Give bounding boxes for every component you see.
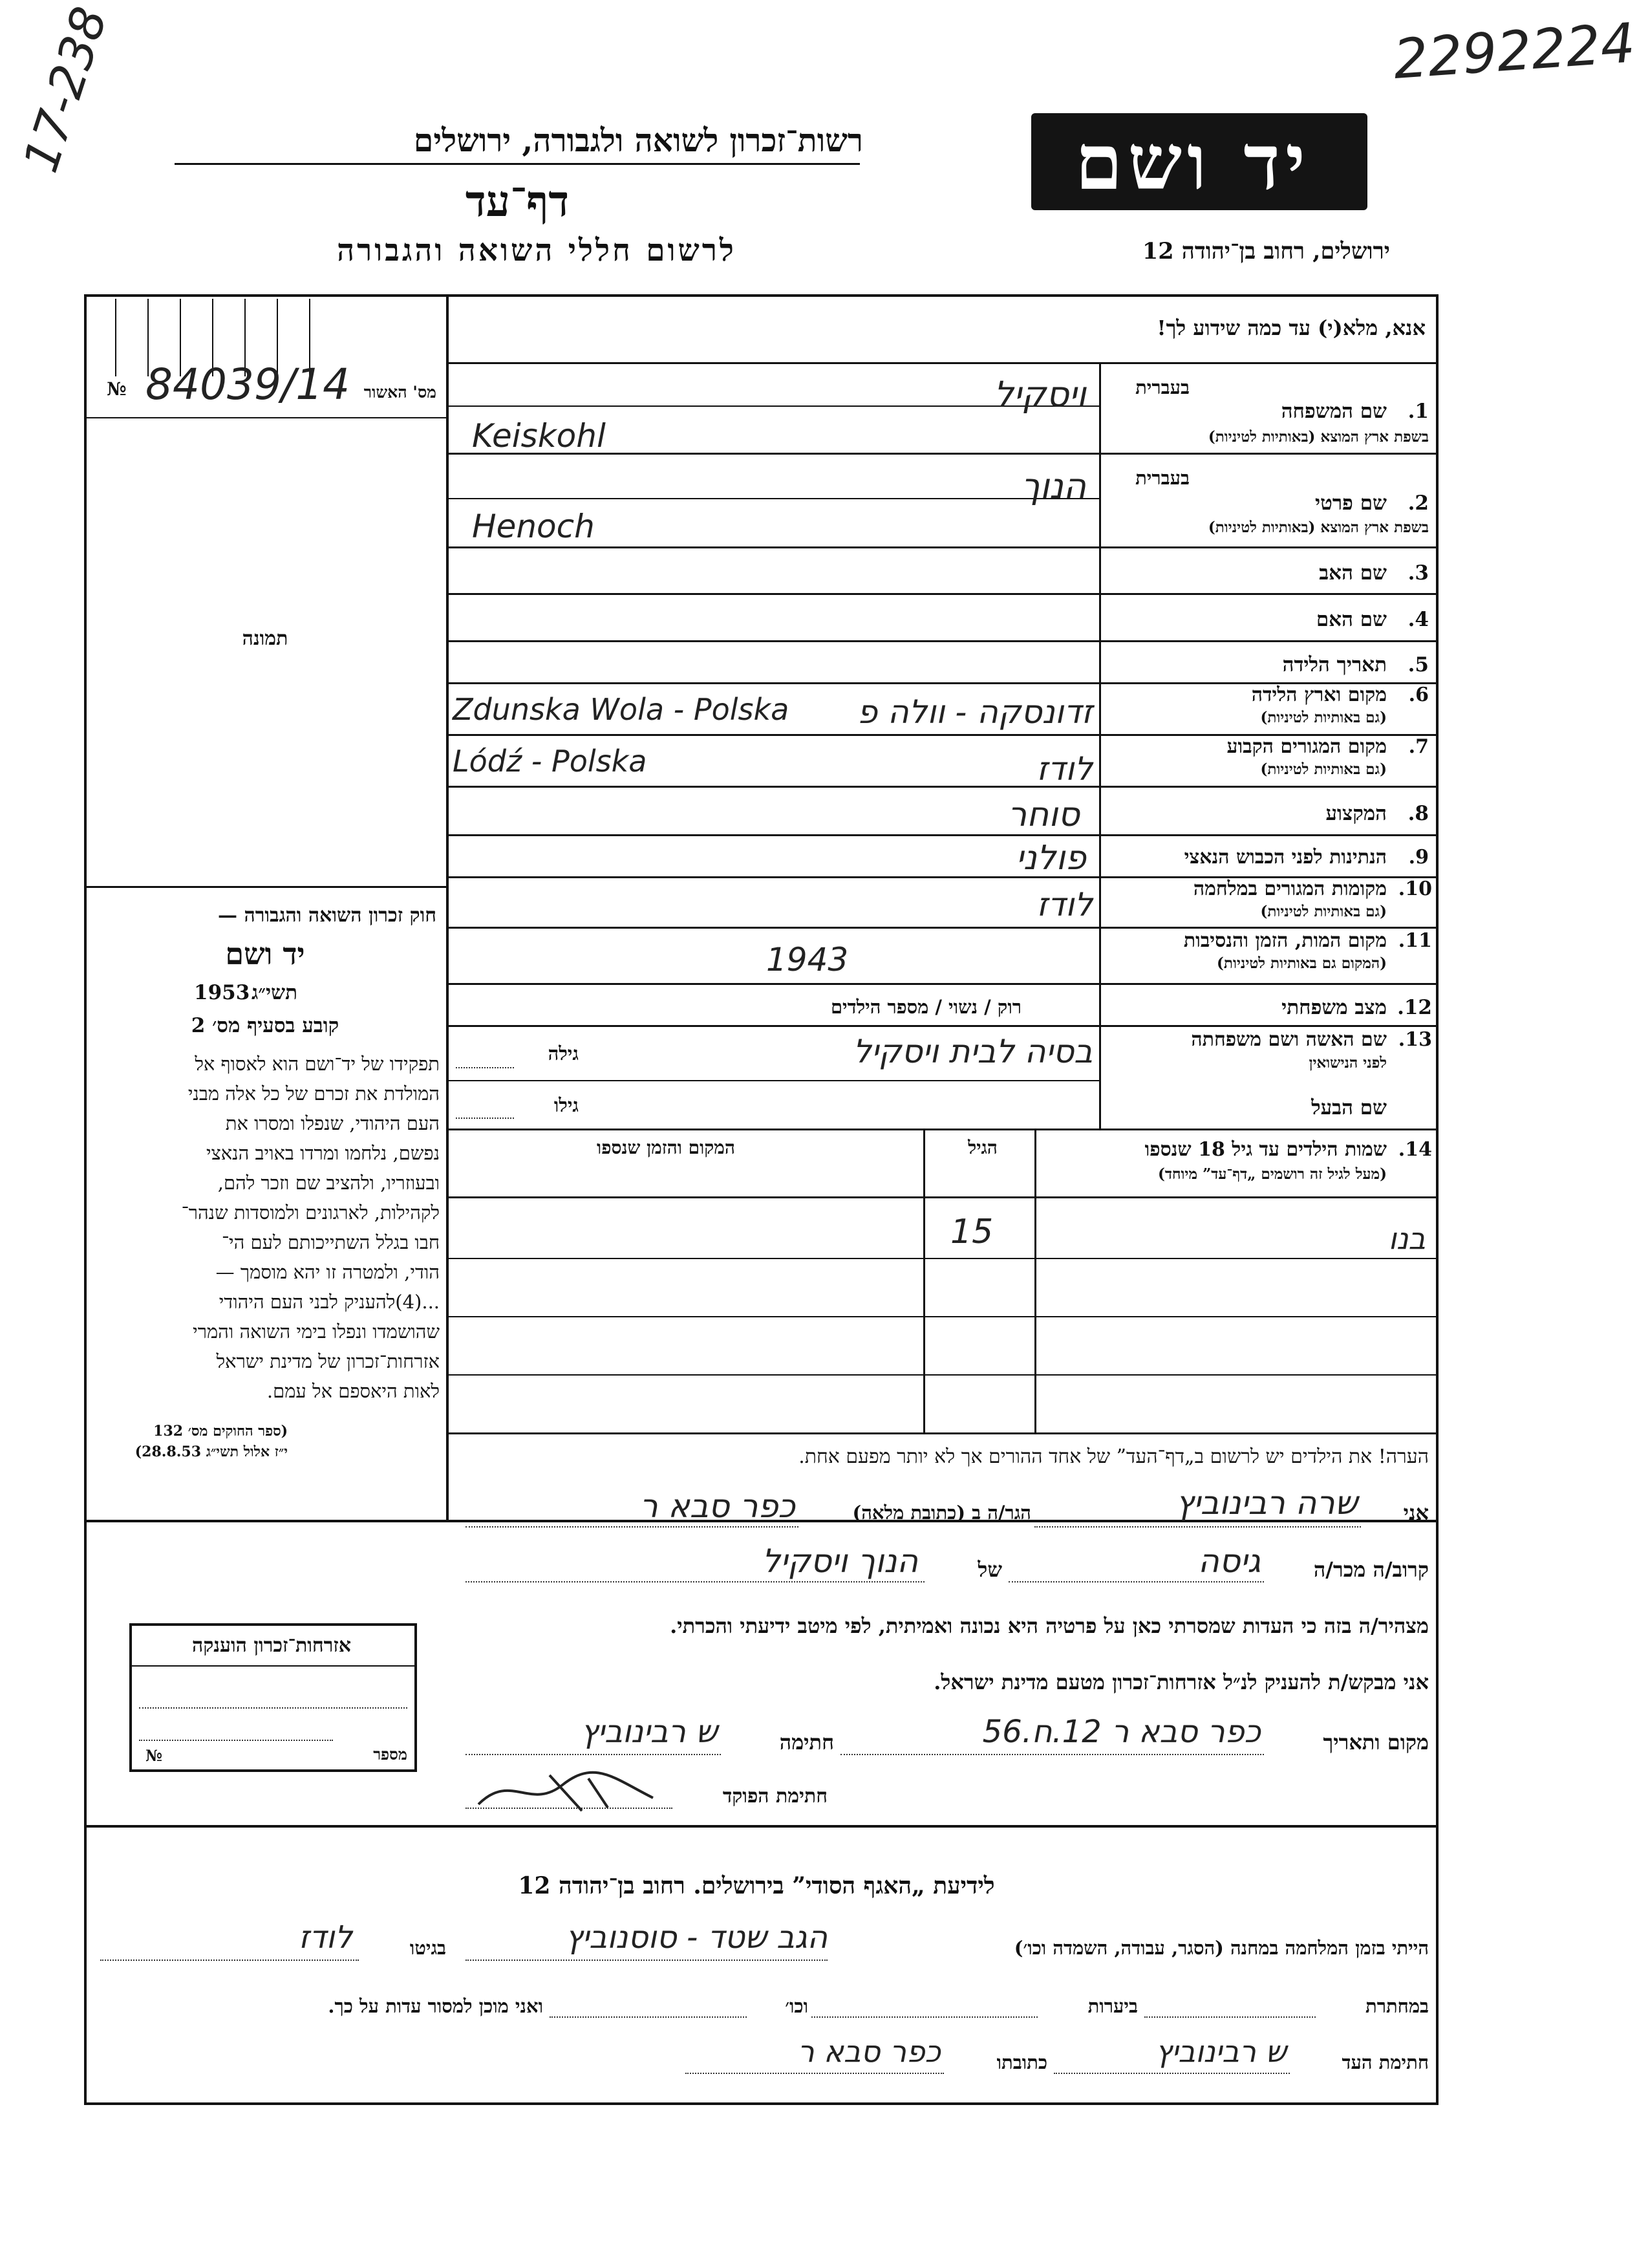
- f14-number: 14.: [1398, 1138, 1432, 1161]
- f3-label: שם האב: [1319, 561, 1387, 585]
- f3-number: 3.: [1407, 561, 1429, 585]
- signature-label: חתימה: [779, 1730, 834, 1755]
- f2-label: שם פרטי: [1314, 491, 1387, 515]
- f14-age-col: הגיל: [968, 1137, 998, 1158]
- f10-sub: (גם באותיות לטיניות): [1260, 903, 1387, 920]
- ani-label: אני: [1403, 1500, 1429, 1525]
- citizenship-number-label: מספר: [373, 1745, 407, 1764]
- law-text: [91, 1049, 440, 1406]
- f14-child-name: בנו: [1388, 1221, 1426, 1256]
- f2-value-latin: Henoch: [472, 508, 595, 545]
- f11-value: 1943: [766, 941, 849, 978]
- law-year: 1953: [194, 981, 250, 1004]
- f12-number: 12.: [1397, 996, 1432, 1019]
- etc-label: וכו׳: [785, 1995, 808, 2017]
- of-label: של: [978, 1557, 1002, 1582]
- law-ref-1: (ספר החוקים מס׳ 132: [153, 1423, 288, 1440]
- archive-number: 2292224: [1391, 11, 1637, 91]
- place-date-value: כפר סבא ר 12.ח.56: [982, 1714, 1261, 1750]
- f5-label: תאריך הלידה: [1282, 653, 1387, 676]
- relative-value: גיסה: [1198, 1542, 1261, 1580]
- law-clause: קובע בסעיף מס׳ 2: [191, 1014, 339, 1037]
- authority-name: רשות־זכרון לשואה ולגבורה, ירושלים: [413, 122, 863, 159]
- f2-number: 2.: [1407, 491, 1429, 515]
- law-line: המולדת את זכרם של כל אלה מבני: [187, 1083, 440, 1105]
- f8-number: 8.: [1407, 802, 1429, 825]
- law-line: לאות היאספם אל עמם.: [266, 1380, 440, 1402]
- f7-value-latin: Lódź - Polska: [453, 744, 647, 779]
- f11-number: 11.: [1398, 929, 1432, 952]
- f9-label: הנתינות לפני הכבוש הנאצי: [1184, 846, 1387, 869]
- ani-value: שרה רבינוביץ: [1175, 1484, 1358, 1522]
- f1-hebrew-label: בעברית: [1135, 376, 1190, 398]
- approval-number-value: 84039/14: [145, 360, 350, 409]
- husband-label: שם הבעל: [1311, 1096, 1387, 1119]
- f8-value: סוחר: [1007, 795, 1080, 834]
- camp-value: הגב שטד - סוסנוביץ: [565, 1919, 828, 1956]
- law-line: ובעוזריו, ולהציב שם וזכר להם,: [217, 1172, 440, 1194]
- f14-label: שמות הילדים עד גיל 18 שנספו: [1144, 1138, 1387, 1161]
- citizenship-number-sign: №: [145, 1746, 163, 1765]
- institution-address: ירושלים, רחוב בן־יהודה 12: [1142, 238, 1390, 265]
- yad-vashem-logo: [1031, 113, 1367, 210]
- f10-number: 10.: [1398, 878, 1432, 900]
- f8-label: המקצוע: [1325, 802, 1387, 825]
- officer-label: חתימת הפוקד: [722, 1785, 828, 1808]
- law-year-hebrew: תשי״ג: [251, 981, 297, 1004]
- f1-number: 1.: [1407, 400, 1429, 423]
- f2-latin-label: בשפת ארץ המוצא (באותיות לטיניות): [1208, 519, 1429, 536]
- citizenship-title: אזרחות־זכרון הוענקה: [191, 1634, 352, 1657]
- law-line: העם היהודי, שנפלו ומסרו את: [225, 1112, 440, 1134]
- photo-label: תמונה: [242, 627, 288, 650]
- of-value: הנוך ויסקיל: [762, 1542, 918, 1580]
- f11-label: מקום המות, הזמן והנסיבות: [1183, 929, 1387, 952]
- place-date-label: מקום ותאריך: [1323, 1730, 1429, 1755]
- authority-underline: [175, 163, 860, 165]
- address-value: כפר סבא ר: [639, 1487, 795, 1525]
- witness-signature-value: ש רבינוביץ: [1155, 2034, 1287, 2069]
- f1-latin-label: בשפת ארץ המוצא (באותיות לטיניות): [1208, 428, 1429, 446]
- f4-number: 4.: [1407, 608, 1429, 631]
- f10-value: לודז: [1036, 886, 1093, 923]
- f1-value-hebrew: ויסקיל: [994, 374, 1086, 415]
- statement: מצהיר/ה בזה כי העדות שמסרתי כאן על פרטיה היא נכונה ואמיתית, לפי מיטב ידיעתי והכרתי.: [670, 1614, 1429, 1638]
- form-title: דף־עד: [465, 176, 570, 226]
- witness-address-value: כפר סבא ר: [797, 2034, 941, 2069]
- f12-options: רוק / נשוי / מספר הילדים: [830, 996, 1022, 1018]
- ready-label: ואני מוכן למסור עדות על כך.: [328, 1995, 543, 2017]
- logo-text: יד ושם: [1075, 117, 1311, 207]
- f9-number: 9.: [1408, 846, 1429, 869]
- f13-age-label: גילה: [548, 1042, 579, 1064]
- note: הערה! את הילדים יש לרשום ב„דף־העד” של אחד ההורים אך לא יותר מפעם אחת.: [798, 1445, 1429, 1468]
- f1-label: שם המשפחה: [1281, 400, 1387, 423]
- husband-age-label: גילו: [553, 1094, 579, 1116]
- instruction: אנא, מלא(י) עד כמה שידוע לך!: [1157, 316, 1426, 340]
- law-ref-2: י״ז אלול תשי״ג 28.8.53): [134, 1443, 288, 1460]
- law-line: ...(4)להעניק לבני העם היהודי: [219, 1291, 440, 1313]
- f4-label: שם האם: [1316, 608, 1387, 631]
- f7-sub: (גם באותיות לטיניות): [1260, 761, 1387, 778]
- photo-area-bottom: [86, 886, 446, 888]
- f14-place-col: המקום והזמן שנספו: [597, 1137, 735, 1158]
- f13-label: שם האשה ושם משפחתה: [1191, 1028, 1387, 1051]
- form-subtitle: לרשום חללי השואה והגבורה: [337, 233, 736, 268]
- hiding-label: במחתרת: [1365, 1995, 1429, 2017]
- approval-number-label: מס' האשור: [363, 383, 436, 402]
- ghetto-value: לודז: [298, 1919, 352, 1956]
- f9-value: פולני: [1016, 839, 1086, 878]
- relative-label: קרוב/ה מכר/ה: [1313, 1557, 1429, 1582]
- f13-number: 13.: [1398, 1028, 1432, 1051]
- left-column-divider: [446, 296, 449, 1520]
- f13-sub: לפני הנישואין: [1309, 1054, 1387, 1072]
- law-line: אזרחות־זכרון של מדינת ישראל: [216, 1350, 440, 1372]
- officer-signature: [472, 1766, 666, 1817]
- law-line: נפשם, נלחמו ומרדו באויב הנאצי: [206, 1142, 440, 1164]
- law-line: שהושמדו ונפלו בימי השואה והמרי: [193, 1321, 440, 1343]
- witness-address-label: כתובתו: [996, 2051, 1047, 2073]
- f1-value-latin: Keiskohl: [472, 417, 606, 455]
- f11-sub: (המקום גם באותיות לטיניות): [1217, 955, 1387, 972]
- f6-label: מקום וארץ הלידה: [1251, 684, 1387, 706]
- forests-label: ביערות: [1087, 1995, 1138, 2017]
- law-line: לקהילות, לארגונים ולמוסדות שנהר־: [181, 1202, 440, 1224]
- signature-value: ש רבינוביץ: [581, 1714, 718, 1750]
- f5-number: 5.: [1407, 653, 1429, 676]
- f2-value-hebrew: הנוך: [1021, 466, 1086, 506]
- law-line: חבו בגלל השתייכותם לעם הי־: [221, 1231, 440, 1253]
- label-value-divider: [1099, 362, 1101, 1129]
- f13-value: בסיה לבית ויסקיל: [853, 1033, 1093, 1070]
- law-line: הודי, ולמטרה זו יהא מוסמך —: [215, 1261, 440, 1283]
- f14-child-age: 15: [950, 1213, 994, 1251]
- law-name: יד ושם: [225, 936, 305, 971]
- f7-label: מקום המגורים הקבוע: [1226, 735, 1387, 758]
- law-title: חוק זכרון השואה והגבורה —: [218, 904, 436, 927]
- f12-label: מצב משפחתי: [1281, 996, 1387, 1019]
- f2-hebrew-label: בעברית: [1135, 467, 1190, 489]
- f10-label: מקומות המגורים במלחמה: [1193, 878, 1387, 900]
- f6-value-hebrew: זדונסקה - וולה פ: [857, 693, 1093, 731]
- approval-number-sign: №: [107, 378, 127, 400]
- f6-sub: (גם באותיות לטיניות): [1260, 709, 1387, 726]
- side-mark: 17-238: [13, 0, 118, 179]
- request: אני מבקש/ת להעניק לנ״ל אזרחות־זכרון מטעם מדינת ישראל.: [934, 1670, 1429, 1694]
- bottom-section-divider: [86, 1825, 1437, 1828]
- ghetto-label: בגיטו: [409, 1937, 446, 1959]
- bottom-title: לידיעת „האגף הסודי” בירושלים. רחוב בן־יהודה 12: [518, 1872, 995, 1899]
- law-line: תפקידו של יד־ושם הוא לאסוף אל: [195, 1053, 440, 1075]
- f6-value-latin: Zdunska Wola - Polska: [453, 692, 789, 727]
- address-label: הגר/ה ב (כתובת מלאה): [852, 1502, 1031, 1524]
- f14-sub: (מעל לגיל זה רושמים „דף־עד” מיוחד): [1157, 1165, 1387, 1183]
- f7-value-hebrew: לודז: [1036, 750, 1093, 788]
- camp-label: הייתי בזמן המלחמה במחנה (הסגר, עבודה, השמדה וכו׳): [1014, 1937, 1429, 1959]
- f6-number: 6.: [1408, 684, 1429, 706]
- witness-signature-label: חתימת העד: [1342, 2051, 1429, 2073]
- f7-number: 7.: [1408, 735, 1429, 758]
